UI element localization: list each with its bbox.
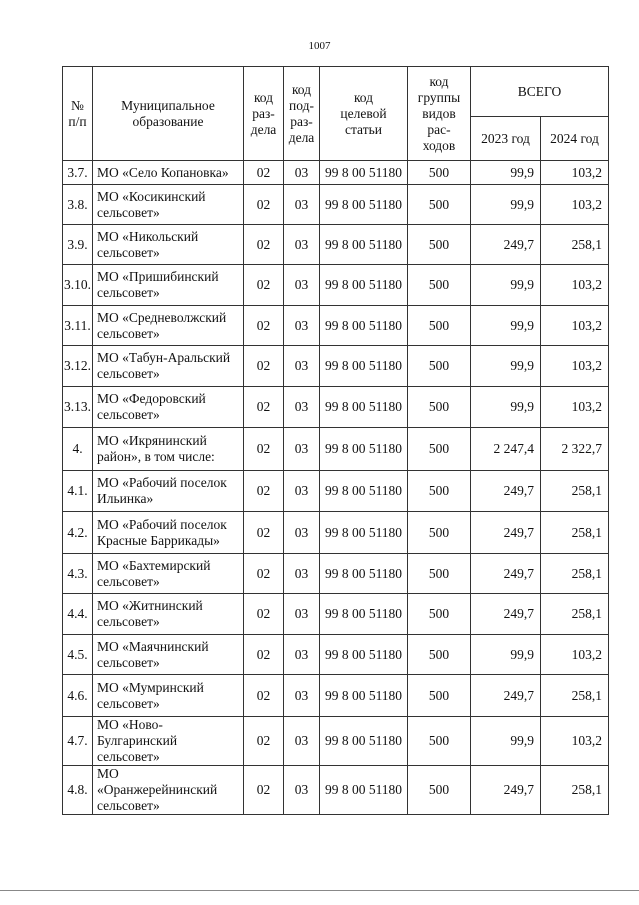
expense-group-code: 500 — [408, 428, 471, 471]
expense-group-code: 500 — [408, 635, 471, 675]
header-expense-group: код группы видов рас- ходов — [408, 67, 471, 161]
table-row — [63, 594, 609, 635]
table-row — [63, 428, 609, 471]
amount-2024: 258,1 — [541, 594, 609, 635]
target-item-code: 99 8 00 51180 — [320, 428, 408, 471]
expense-group-code: 500 — [408, 594, 471, 635]
amount-2024: 258,1 — [541, 225, 609, 265]
table-body — [63, 161, 609, 815]
municipality-name: МО «Рабочий поселок Красные Баррикады» — [93, 512, 244, 554]
expense-group-code: 500 — [408, 512, 471, 554]
amount-2024: 103,2 — [541, 717, 609, 766]
municipality-name: МО «Ново-Булгаринский сельсовет» — [93, 717, 244, 766]
amount-2024: 258,1 — [541, 554, 609, 594]
page-number: 1007 — [308, 40, 331, 52]
municipality-name: МО «Житнинский сельсовет» — [93, 594, 244, 635]
amount-2023: 249,7 — [471, 471, 541, 512]
subsection-code: 03 — [284, 512, 320, 554]
amount-2024: 103,2 — [541, 306, 609, 346]
expense-group-code: 500 — [408, 346, 471, 387]
expense-group-code: 500 — [408, 675, 471, 717]
header-municipality: Муниципальное образование — [93, 67, 244, 161]
expense-group-code: 500 — [408, 225, 471, 265]
municipality-name: МО «Косикинский сельсовет» — [93, 185, 244, 225]
row-number: 4. — [63, 428, 93, 471]
row-number: 4.5. — [63, 635, 93, 675]
section-code: 02 — [244, 346, 284, 387]
subsection-code: 03 — [284, 471, 320, 512]
budget-table — [62, 66, 609, 815]
amount-2024: 103,2 — [541, 265, 609, 306]
row-number: 3.13. — [63, 387, 93, 428]
target-item-code: 99 8 00 51180 — [320, 554, 408, 594]
subsection-code: 03 — [284, 306, 320, 346]
section-code: 02 — [244, 428, 284, 471]
subsection-code: 03 — [284, 717, 320, 766]
table-row — [63, 306, 609, 346]
amount-2023: 99,9 — [471, 185, 541, 225]
municipality-name: МО «Рабочий поселок Ильинка» — [93, 471, 244, 512]
expense-group-code: 500 — [408, 554, 471, 594]
row-number: 4.6. — [63, 675, 93, 717]
table-row — [63, 387, 609, 428]
municipality-name: МО «Средневолжский сельсовет» — [93, 306, 244, 346]
section-code: 02 — [244, 225, 284, 265]
section-code: 02 — [244, 306, 284, 346]
municipality-name: МО «Оранжерейнинский сельсовет» — [93, 766, 244, 815]
municipality-name: МО «Табун-Аральский сельсовет» — [93, 346, 244, 387]
section-code: 02 — [244, 594, 284, 635]
subsection-code: 03 — [284, 185, 320, 225]
table-row — [63, 265, 609, 306]
expense-group-code: 500 — [408, 471, 471, 512]
target-item-code: 99 8 00 51180 — [320, 512, 408, 554]
amount-2023: 2 247,4 — [471, 428, 541, 471]
target-item-code: 99 8 00 51180 — [320, 471, 408, 512]
target-item-code: 99 8 00 51180 — [320, 387, 408, 428]
subsection-code: 03 — [284, 225, 320, 265]
row-number: 3.8. — [63, 185, 93, 225]
table-row — [63, 471, 609, 512]
table-row — [63, 225, 609, 265]
amount-2023: 249,7 — [471, 766, 541, 815]
section-code: 02 — [244, 717, 284, 766]
target-item-code: 99 8 00 51180 — [320, 717, 408, 766]
municipality-name: МО «Мумринский сельсовет» — [93, 675, 244, 717]
municipality-name: МО «Село Копановка» — [93, 161, 244, 185]
municipality-name: МО «Пришибинский сельсовет» — [93, 265, 244, 306]
section-code: 02 — [244, 387, 284, 428]
row-number: 4.4. — [63, 594, 93, 635]
row-number: 3.7. — [63, 161, 93, 185]
target-item-code: 99 8 00 51180 — [320, 675, 408, 717]
row-number: 3.11. — [63, 306, 93, 346]
municipality-name: МО «Никольский сельсовет» — [93, 225, 244, 265]
row-number: 4.8. — [63, 766, 93, 815]
header-target-item: код целевой статьи — [320, 67, 408, 161]
subsection-code: 03 — [284, 594, 320, 635]
amount-2023: 99,9 — [471, 346, 541, 387]
expense-group-code: 500 — [408, 265, 471, 306]
amount-2023: 249,7 — [471, 554, 541, 594]
amount-2023: 99,9 — [471, 161, 541, 185]
header-year-2023: 2023 год — [471, 117, 541, 161]
amount-2024: 103,2 — [541, 346, 609, 387]
row-number: 4.1. — [63, 471, 93, 512]
amount-2023: 99,9 — [471, 387, 541, 428]
expense-group-code: 500 — [408, 766, 471, 815]
table-row — [63, 346, 609, 387]
expense-group-code: 500 — [408, 306, 471, 346]
row-number: 3.10. — [63, 265, 93, 306]
table-row — [63, 766, 609, 815]
amount-2024: 258,1 — [541, 766, 609, 815]
subsection-code: 03 — [284, 766, 320, 815]
amount-2024: 103,2 — [541, 387, 609, 428]
header-total: ВСЕГО — [471, 67, 609, 117]
header-year-2024: 2024 год — [541, 117, 609, 161]
target-item-code: 99 8 00 51180 — [320, 185, 408, 225]
section-code: 02 — [244, 471, 284, 512]
table-row — [63, 512, 609, 554]
table-row — [63, 675, 609, 717]
header-section: код раз- дела — [244, 67, 284, 161]
target-item-code: 99 8 00 51180 — [320, 766, 408, 815]
subsection-code: 03 — [284, 346, 320, 387]
target-item-code: 99 8 00 51180 — [320, 225, 408, 265]
amount-2023: 249,7 — [471, 225, 541, 265]
table-header — [63, 67, 609, 161]
row-number: 3.9. — [63, 225, 93, 265]
section-code: 02 — [244, 265, 284, 306]
target-item-code: 99 8 00 51180 — [320, 161, 408, 185]
amount-2024: 103,2 — [541, 185, 609, 225]
target-item-code: 99 8 00 51180 — [320, 346, 408, 387]
expense-group-code: 500 — [408, 717, 471, 766]
amount-2024: 103,2 — [541, 635, 609, 675]
section-code: 02 — [244, 675, 284, 717]
municipality-name: МО «Бахтемирский сельсовет» — [93, 554, 244, 594]
expense-group-code: 500 — [408, 387, 471, 428]
table-row — [63, 554, 609, 594]
section-code: 02 — [244, 161, 284, 185]
amount-2023: 99,9 — [471, 306, 541, 346]
amount-2023: 249,7 — [471, 675, 541, 717]
target-item-code: 99 8 00 51180 — [320, 265, 408, 306]
subsection-code: 03 — [284, 554, 320, 594]
amount-2024: 103,2 — [541, 161, 609, 185]
subsection-code: 03 — [284, 635, 320, 675]
page-bottom-rule — [0, 890, 639, 891]
amount-2024: 258,1 — [541, 675, 609, 717]
expense-group-code: 500 — [408, 185, 471, 225]
table-row — [63, 717, 609, 766]
subsection-code: 03 — [284, 675, 320, 717]
target-item-code: 99 8 00 51180 — [320, 635, 408, 675]
row-number: 4.3. — [63, 554, 93, 594]
subsection-code: 03 — [284, 161, 320, 185]
header-subsection: код под- раз- дела — [284, 67, 320, 161]
section-code: 02 — [244, 554, 284, 594]
table-row — [63, 635, 609, 675]
target-item-code: 99 8 00 51180 — [320, 594, 408, 635]
amount-2023: 249,7 — [471, 594, 541, 635]
section-code: 02 — [244, 512, 284, 554]
section-code: 02 — [244, 635, 284, 675]
amount-2023: 99,9 — [471, 635, 541, 675]
expense-group-code: 500 — [408, 161, 471, 185]
section-code: 02 — [244, 766, 284, 815]
amount-2024: 258,1 — [541, 471, 609, 512]
table-row — [63, 161, 609, 185]
municipality-name: МО «Икрянинский район», в том числе: — [93, 428, 244, 471]
row-number: 4.7. — [63, 717, 93, 766]
header-no: № п/п — [63, 67, 93, 161]
target-item-code: 99 8 00 51180 — [320, 306, 408, 346]
subsection-code: 03 — [284, 265, 320, 306]
row-number: 3.12. — [63, 346, 93, 387]
municipality-name: МО «Федоровский сельсовет» — [93, 387, 244, 428]
municipality-name: МО «Маячнинский сельсовет» — [93, 635, 244, 675]
table-row — [63, 185, 609, 225]
amount-2023: 99,9 — [471, 265, 541, 306]
subsection-code: 03 — [284, 428, 320, 471]
amount-2024: 258,1 — [541, 512, 609, 554]
amount-2024: 2 322,7 — [541, 428, 609, 471]
row-number: 4.2. — [63, 512, 93, 554]
amount-2023: 99,9 — [471, 717, 541, 766]
section-code: 02 — [244, 185, 284, 225]
amount-2023: 249,7 — [471, 512, 541, 554]
subsection-code: 03 — [284, 387, 320, 428]
